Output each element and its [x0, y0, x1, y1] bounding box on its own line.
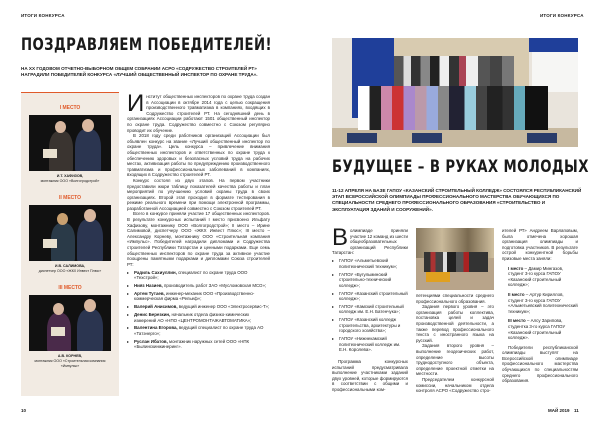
list-item: ▸ Валентина Егорова, ведущий специалист по охране труда АО «Татэнерго»;	[127, 325, 270, 336]
column-1	[332, 224, 408, 393]
place-label: I МЕСТО	[59, 105, 81, 111]
place-label: II МЕСТО	[59, 195, 81, 202]
list-item: ▸ ГАПОУ «Бугульминский строительно-технический колледж»;	[332, 272, 408, 289]
prize-item: II место – Артур Кириллов, студент 3-го курса ГАПОУ «Альметьевский политехнический техникум»;	[508, 291, 578, 314]
list-item: ▸ Радиль Сахиуллин, специалист по охране труда ООО «Техстрой»;	[127, 270, 270, 281]
winner-photo	[29, 205, 111, 261]
winner-photo	[29, 295, 111, 351]
list-item: ▸ Нияз Назиев, производитель работ ЗАО «Мусломовская МСО»;	[127, 283, 270, 289]
article-body	[127, 90, 270, 350]
paragraph: петенциями специальности среднего профессионального образования.	[416, 293, 494, 304]
page-number: 11	[574, 408, 579, 413]
winner-name: И.Т. ХАФИЗОВ,	[56, 174, 84, 178]
winner-role: монтажник ООО «Волгогродстрой»	[40, 178, 100, 183]
paragraph: ителей РТ» Андреем Варлаповым, была отмечена хорошая организация олимпиады и подготовка участников. В результате острой конкурентной борьбы призовые места заняли:	[502, 228, 578, 261]
list-item: ▸ ГАПОУ «Казанский колледж строительства, архитектуры и городского хозяйства»;	[332, 317, 408, 334]
list-item: ▸ ГАПОУ «Казанский строительный колледж»;	[332, 291, 408, 302]
page-title: БУДУЩЕЕ – В РУКАХ МОЛОДЫХ	[332, 157, 589, 177]
column-3	[502, 228, 578, 384]
list-item: ▸ Валерий Анисимов, ведущий инженер ООО «Электросервис-Т»;	[127, 304, 270, 310]
column-2	[416, 293, 494, 394]
drop-cap: И	[127, 90, 145, 117]
team-list	[332, 258, 408, 353]
winner-name: И.В. САЛИМОВА,	[54, 264, 86, 269]
prize-item: III место – Алсу Зарипова, студентка 3-го курса ГАПОУ «Казанский строительный колледж».	[508, 318, 566, 341]
paragraph: Задания первого уровня – это организация работы коллектива, постановка целей и задач производственной деятельности, а также перевод профессионального текста с иностранного языка на русский.	[416, 304, 494, 343]
list-item: ▸ Руслан Ибатов, монтажник наружных сетей ООО «НПК «Былинскинжинеринг».	[127, 339, 270, 350]
prize-item: I место – Дамир Мингазов, студент 3-го курса ГАПОУ «Казанский строительный колледж»;	[508, 265, 564, 288]
place-label: III МЕСТО	[58, 285, 82, 292]
paragraph: В 2018 году среди работников организаций Ассоциации был объявлен конкурс на звание «Лучший общественный инспектор по охране труда». Цель конкурса – привлечение внимания общественных инспекторов и ответственных по охране труда к обеспечению здоровых и безопасных условий труда на рабочих местах, активизация работы по предупреждению производственного травматизма и профессиональных заболеваний в компаниях, входящих в Содружество строителей РТ.	[127, 133, 270, 178]
paragraph: Всего в конкурсе приняли участие 17 общественных инспекторов. В результате конкурсных испытаний I место присвоено Ильфату Хафизову, монтажнику ООО «Волгогродстрой»; II место – Ирине Салимовой, диспетчеру ООО «ЖКХ Инвест Плюс»; III место – Александру Корневу, монтажнику ООО «Строительная компания «Импульс». Победителей наградили дипломами и Содружества строителей Республики Татарстан и ценными подарками. Еще семь общественных инспекторов по охране труда за активное участие поощрены памятными подарками и дипломами Союза строителей РТ:	[127, 211, 270, 267]
winner-role: монтажник ООО «Строительная компания «Импульс»	[34, 358, 106, 368]
list-item: ▸ Денис Березкин, начальник отдела физико-химических измерений АО «НПО «ЦЕНТРОМОНТАЖАВТОМАТИКА»;	[127, 312, 270, 323]
page-title: ПОЗДРАВЛЯЕМ ПОБЕДИТЕЛЕЙ!	[21, 35, 272, 55]
paragraph: Председателем конкурсной комиссии, начальником отдела контроля АСРО «Содружество стро-	[416, 376, 494, 394]
paragraph: Конкурс состоял из двух этапов. На первом участники предоставили жюри таблицу показателей качества работы и план мероприятий по улучшению условий охраны труда в своих организациях. Второй этап проходил в формате тестирования в режиме реального времени при помощи электронной программы, разработанной Ассоциацией совместно с Союзом строителей РТ.	[127, 177, 270, 211]
paragraph: Задания второго уровня – выполнение геодезических работ, определение высоты труднодоступного объекта, определение проектной отметки на местности.	[416, 343, 494, 377]
award-list	[127, 270, 270, 350]
prize-list	[502, 266, 578, 341]
drop-cap: В	[332, 224, 349, 251]
winner-role: диспетчер ООО «ЖКХ Инвест Плюс»	[38, 268, 102, 273]
winners-sidebar	[21, 92, 119, 396]
paragraph: олимпиаде приняли участие 12 команд из шести общеобразовательных организаций Республики Татарстан:	[332, 228, 408, 256]
list-item: ▸ ГАПОУ «Камский строительный колледж им. Е.Н. Батенчука»;	[332, 304, 408, 315]
paragraph: нститут общественных инспекторов по охране труда создан в Ассоциации в октябре 2014 года с целью сокращения производственного травматизма в компаниях, входящих в Содружество строителей РТ. На сегодняшний день в организациях Ассоциации работают 1501 общественный инспектор по охране труда. Содружество совместно с Союзом регулярно проводит их обучение.	[127, 94, 270, 133]
section-label: ИТОГИ КОНКУРСА	[540, 13, 584, 18]
paragraph: Программа конкурсных испытаний предусматривала выполнение участниками заданий двух уровней, которые формируются в соответствии с общими и профессиональными ком-	[332, 359, 408, 392]
section-label: ИТОГИ КОНКУРСА	[21, 13, 65, 18]
list-item: ▸ Артем Тутаев, инженер-механик ООО «Производственно-коммерческая фирма «Рельеф»;	[127, 291, 270, 302]
paragraph: Победители республиканской олимпиады выступят на Всероссийской олимпиаде профессионального мастерства обучающихся по специальностям среднего профессионального образования.	[502, 344, 578, 384]
page-number: 10	[21, 408, 27, 413]
footer-month: МАЙ 2019	[548, 408, 570, 413]
group-photo	[332, 38, 578, 147]
subtitle: 11-12 АПРЕЛЯ НА БАЗЕ ГАПОУ «КАЗАНСКИЙ СТРОИТЕЛЬНЫЙ КОЛЛЕДЖ» СОСТОЯЛСЯ РЕСПУБЛИКАНСКИЙ ЭТАП ВСЕРОССИЙСКОЙ ОЛИМПИАДЫ ПРОФЕССИОНАЛЬНОГО МАСТЕРСТВА ОБУЧАЮЩИХСЯ ПО СПЕЦИАЛЬНОСТИ СРЕДНЕГО ПРОФЕССИОНАЛЬНОГО ОБРАЗОВАНИЯ «СТРОИТЕЛЬСТВО И ЭКСПЛУАТАЦИЯ ЗДАНИЙ И СООРУЖЕНИЙ».	[332, 188, 582, 212]
olympiad-photo	[416, 228, 494, 290]
subtitle: НА XX ГОДОВОМ ОТЧЕТНО-ВЫБОРНОМ ОБЩЕМ СОБРАНИИ АСРО «СОДРУЖЕСТВО СТРОИТЕЛЕЙ РТ» НАГРАДИЛИ ПОБЕДИТЕЛЕЙ КОНКУРСА «ЛУЧШИЙ ОБЩЕСТВЕННЫЙ ИНСПЕКТОР ПО ОХРАНЕ ТРУДА».	[21, 66, 258, 78]
winner-photo	[29, 115, 111, 171]
list-item: ▸ ГАПОУ «Нижнекамский политехнический колледж им. Е.Н. Королева».	[332, 336, 408, 353]
list-item: ▸ ГАПОУ «Альметьевский политехнический техникум»;	[332, 258, 408, 269]
winner-name: А.В. КОРНЕВ,	[57, 354, 83, 359]
